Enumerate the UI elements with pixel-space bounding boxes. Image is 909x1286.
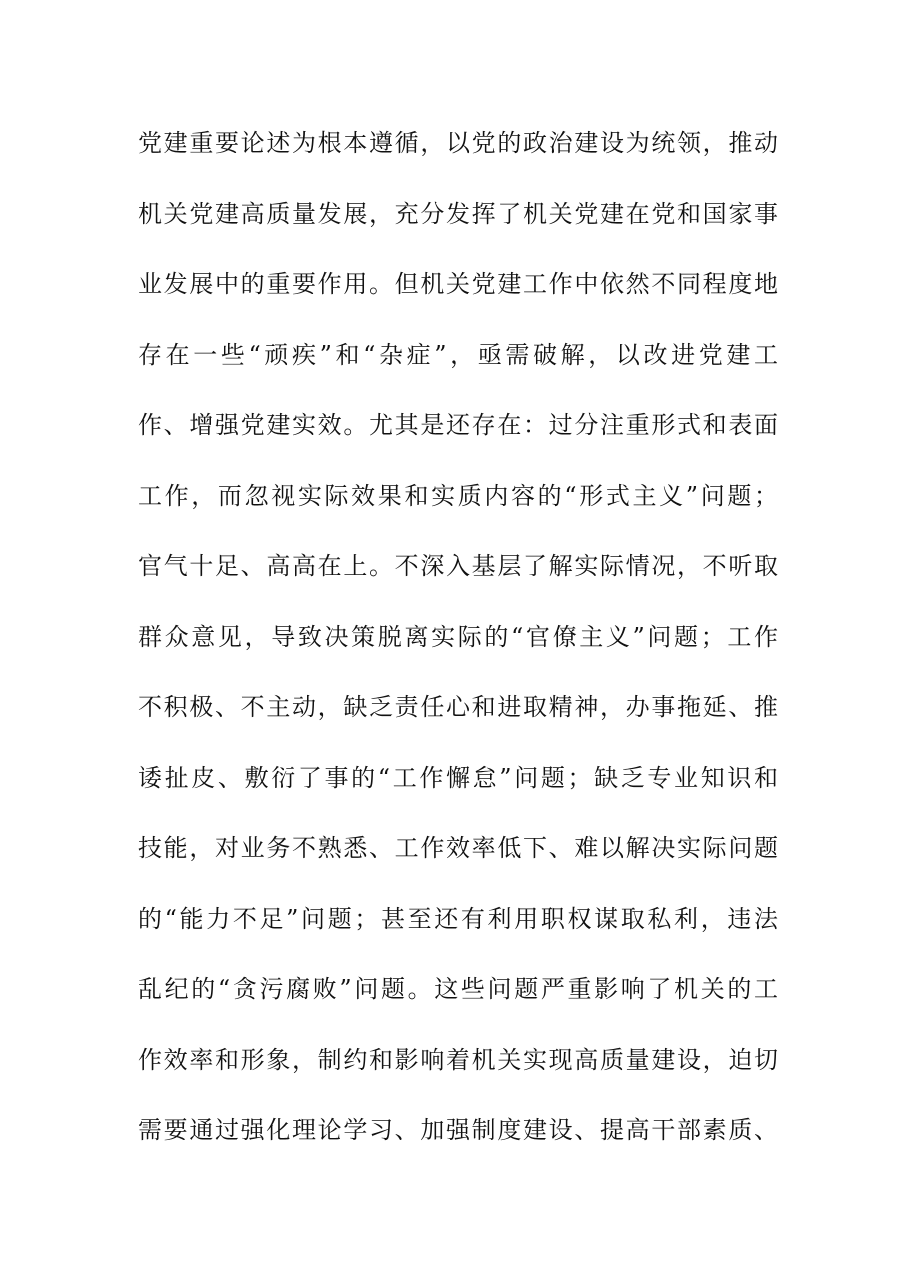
text-line: 存在一些“顽疾”和“杂症”，亟需破解，以改进党建工 [138,340,778,369]
text-line: 乱纪的“贪污腐败”问题。这些问题严重影响了机关的工 [138,975,778,1003]
text-line: 的“能力不足”问题；甚至还有利用职权谋取私利，违法 [138,904,778,933]
text-line: 作、增强党建实效。尤其是还存在：过分注重形式和表面 [138,411,778,439]
text-line: 机关党建高质量发展，充分发挥了机关党建在党和国家事 [138,199,778,228]
body-paragraph [138,117,778,1175]
text-line: 党建重要论述为根本遵循，以党的政治建设为统领，推动 [138,129,778,157]
text-line: 作效率和形象，制约和影响着机关实现高质量建设，迫切 [138,1045,778,1074]
text-line: 群众意见，导致决策脱离实际的“官僚主义”问题；工作 [138,622,778,651]
text-line: 诿扯皮、敷衍了事的“工作懈怠”问题；缺乏专业知识和 [138,763,778,792]
text-line: 需要通过强化理论学习、加强制度建设、提高干部素质、 [138,1116,778,1144]
text-line: 不积极、不主动，缺乏责任心和进取精神，办事拖延、推 [138,693,778,721]
text-line: 业发展中的重要作用。但机关党建工作中依然不同程度地 [138,270,778,298]
text-line: 工作，而忽视实际效果和实质内容的“形式主义”问题； [138,481,778,510]
text-line: 技能，对业务不熟悉、工作效率低下、难以解决实际问题 [138,834,778,862]
text-line: 官气十足、高高在上。不深入基层了解实际情况，不听取 [138,552,778,580]
